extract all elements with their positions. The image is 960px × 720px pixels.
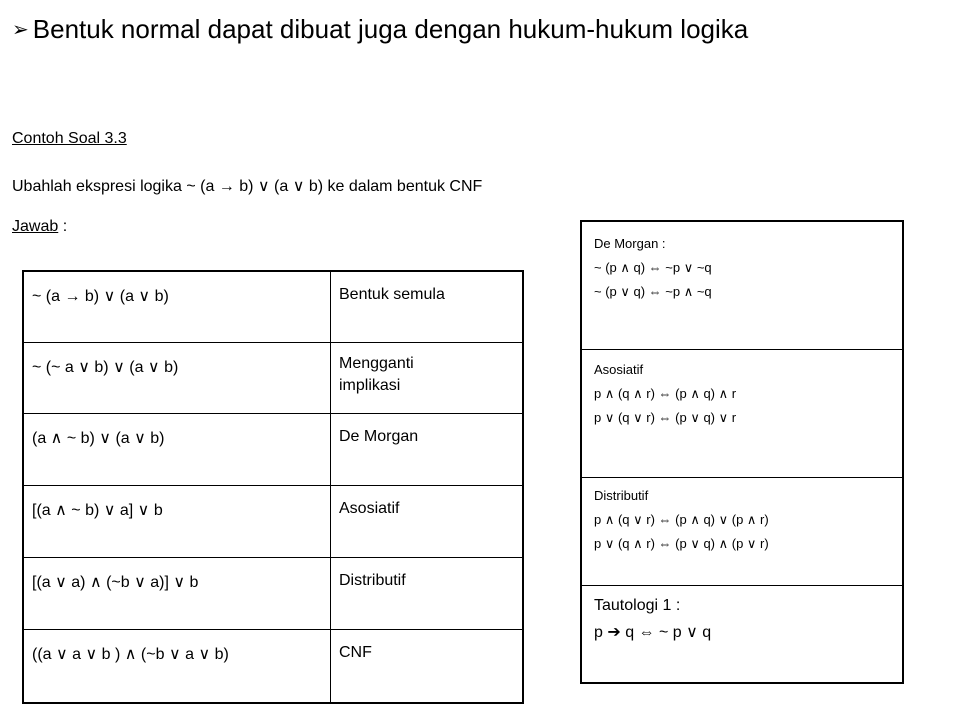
distributif-section <box>582 478 902 586</box>
question-text: Ubahlah ekspresi logika ~ (a → b) ∨ (a ∨ b) ke dalam bentuk CNF <box>12 178 483 195</box>
step-expression: ~ (a → b) ∨ (a ∨ b) <box>23 271 331 343</box>
step-law-line: implikasi <box>339 377 401 394</box>
step-expression: [(a ∨ a) ∧ (~b ∨ a)] ∨ b <box>23 558 331 630</box>
step-law: CNF <box>339 644 372 661</box>
step-law: De Morgan <box>339 428 419 445</box>
de-morgan-section <box>582 222 902 350</box>
step-law: Bentuk semula <box>339 286 445 303</box>
slide-title <box>12 14 748 45</box>
arrow-right-bullet-icon: ➢ <box>12 17 29 41</box>
law-line: p ∧ (q ∨ r) ⇔ (p ∧ q) ∨ (p ∧ r) <box>594 512 769 527</box>
slide-title-text: Bentuk normal dapat dibuat juga dengan hukum-hukum logika <box>32 14 749 44</box>
law-heading: Asosiatif <box>594 362 644 377</box>
step-law: Distributif <box>339 572 406 589</box>
step-law <box>331 343 524 414</box>
law-line: p ∨ (q ∨ r) ⇔ (p ∨ q) ∨ r <box>594 410 737 425</box>
table-row <box>23 343 523 414</box>
answer-label-line <box>12 218 67 236</box>
step-expression: (a ∧ ~ b) ∨ (a ∨ b) <box>23 414 331 486</box>
table-row <box>23 486 523 558</box>
law-heading: Distributif <box>594 488 649 503</box>
table-row <box>23 271 523 343</box>
law-line: p ∧ (q ∧ r) ⇔ (p ∧ q) ∧ r <box>594 386 737 401</box>
answer-colon: : <box>58 218 68 235</box>
law-line: p ∨ (q ∧ r) ⇔ (p ∨ q) ∧ (p ∨ r) <box>594 536 769 551</box>
asosiatif-section <box>582 350 902 478</box>
law-heading: De Morgan : <box>594 236 666 251</box>
tautologi-section <box>582 586 902 682</box>
step-expression: ((a ∨ a ∨ b ) ∧ (~b ∨ a ∨ b) <box>23 630 331 704</box>
steps-table <box>22 270 524 704</box>
step-law: Asosiatif <box>339 500 400 517</box>
table-row <box>23 414 523 486</box>
law-heading: Tautologi 1 : <box>594 597 681 614</box>
law-line: ~ (p ∨ q) ⇔ ~p ∧ ~q <box>594 284 712 299</box>
step-law-line: Mengganti <box>339 355 414 372</box>
law-line: ~ (p ∧ q) ⇔ ~p ∨ ~q <box>594 260 712 275</box>
step-expression: ~ (~ a ∨ b) ∨ (a ∨ b) <box>23 343 331 414</box>
step-expression: [(a ∧ ~ b) ∨ a] ∨ b <box>23 486 331 558</box>
answer-label: Jawab <box>12 218 59 235</box>
example-label: Contoh Soal 3.3 <box>12 130 127 147</box>
table-row <box>23 558 523 630</box>
logic-laws-panel <box>580 220 904 684</box>
law-formula: p ➔ q ⇔ ~ p ∨ q <box>594 624 712 641</box>
table-row <box>23 630 523 704</box>
